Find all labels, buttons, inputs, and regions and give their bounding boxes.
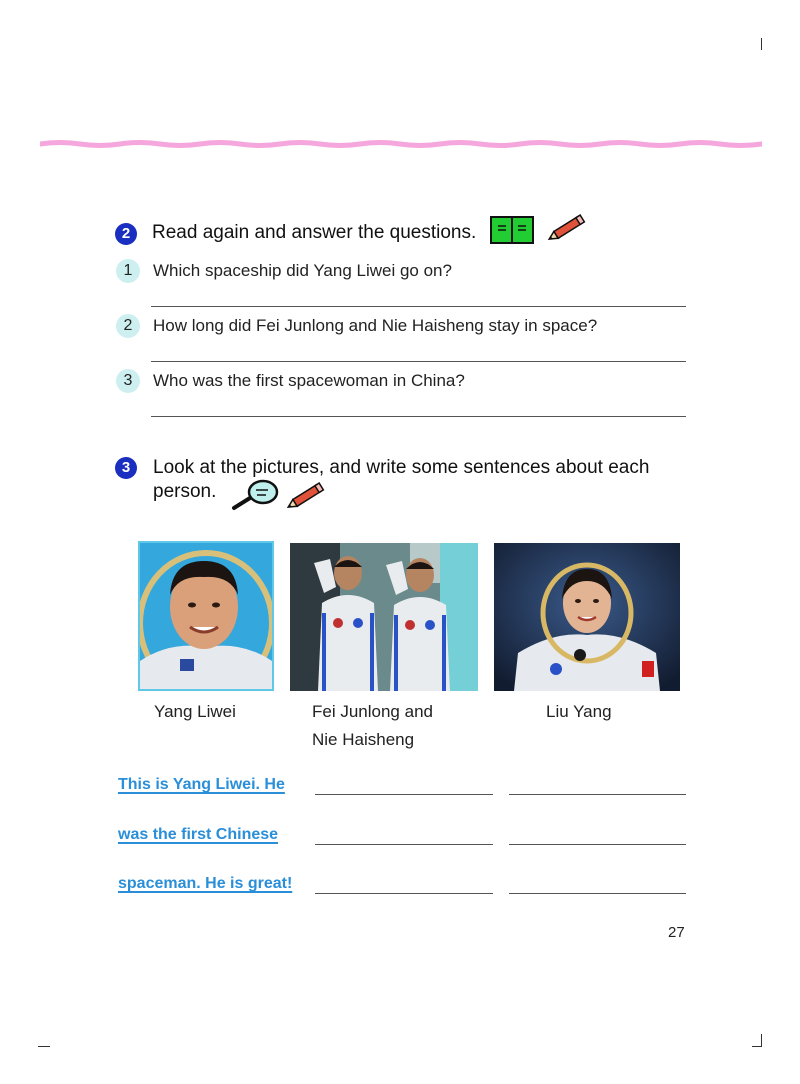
pink-divider [40,140,762,148]
sample-sentence-line-2: was the first Chinese [118,826,279,843]
section-2-badge: 2 [115,223,137,245]
crop-mark [38,1046,50,1047]
answer-line[interactable] [151,306,686,307]
answer-line[interactable] [151,416,686,417]
caption-line: Liu Yang [546,702,612,721]
section-2-instruction: Read again and answer the questions. [152,222,477,243]
crop-mark [761,1034,762,1047]
photo-liu-yang [494,543,680,691]
writing-line[interactable] [315,893,493,894]
writing-line[interactable] [315,794,493,795]
question-2-badge: 2 [116,314,140,338]
question-3-badge: 3 [116,369,140,393]
question-2-text: How long did Fei Junlong and Nie Haisheng stay in space? [153,316,598,335]
caption-yang-liwei [154,698,236,726]
section-3-instruction-line-2: person. [153,481,217,502]
question-1-text: Which spaceship did Yang Liwei go on? [153,261,452,280]
caption-fei-nie [312,698,433,754]
sample-sentence-line-1: This is Yang Liwei. He [118,776,285,793]
writing-line[interactable] [509,794,686,795]
section-3-instruction-line-1: Look at the pictures, and write some sentences about each [153,457,650,478]
magnifier-icon [230,478,280,512]
photo-yang-liwei [138,541,274,691]
book-icon [490,216,534,244]
pencil-icon [284,480,328,512]
writing-line[interactable] [509,893,686,894]
caption-liu-yang [546,698,612,726]
writing-line[interactable] [315,844,493,845]
sample-sentence-line-3: spaceman. He is great! [118,875,293,892]
caption-line: Fei Junlong and [312,702,433,721]
caption-line: Nie Haisheng [312,730,415,749]
crop-mark [761,38,762,50]
pencil-icon [545,212,589,244]
caption-line: Yang Liwei [154,702,236,721]
question-3-text: Who was the first spacewoman in China? [153,371,465,390]
page-number: 27 [668,924,685,941]
answer-line[interactable] [151,361,686,362]
section-3-badge: 3 [115,457,137,479]
photo-fei-junlong-nie-haisheng [290,543,478,691]
writing-line[interactable] [509,844,686,845]
question-1-badge: 1 [116,259,140,283]
